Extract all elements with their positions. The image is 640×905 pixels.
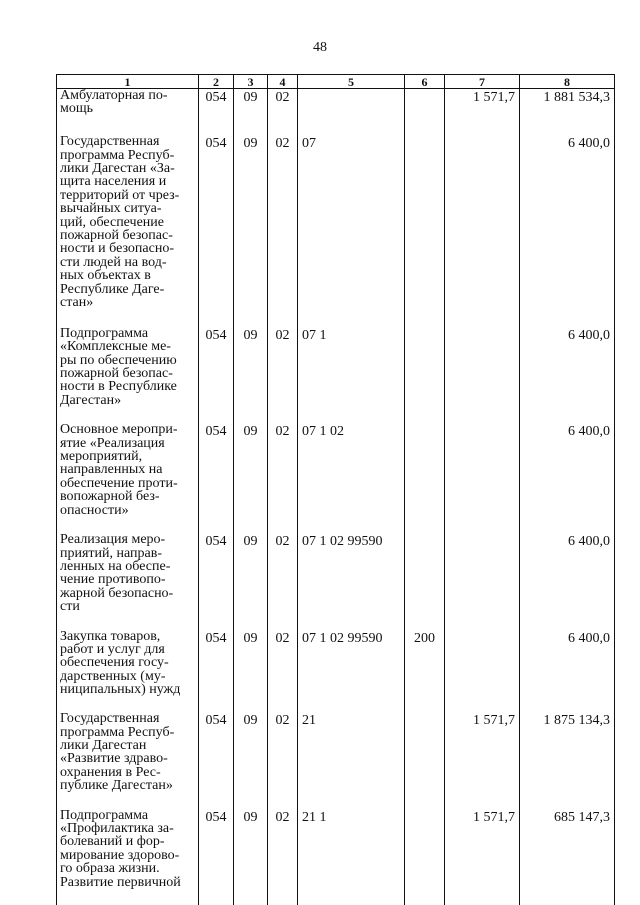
cell-col-3: 09 (234, 533, 268, 629)
cell-col-5: 21 1 (298, 809, 405, 905)
table-row (57, 135, 615, 327)
cell-col-3: 09 (234, 327, 268, 423)
cell-col-8: 6 400,0 (520, 630, 615, 713)
cell-col-3: 09 (234, 809, 268, 905)
cell-col-5: 07 1 02 99590 (298, 630, 405, 713)
table-row (57, 533, 615, 629)
cell-col-7: 1 571,7 (445, 89, 520, 136)
cell-col-8: 6 400,0 (520, 533, 615, 629)
cell-col-7 (445, 135, 520, 327)
cell-col-2: 054 (199, 423, 234, 533)
cell-col-4: 02 (268, 630, 298, 713)
cell-col-6 (405, 712, 445, 808)
cell-col-5: 07 1 02 99590 (298, 533, 405, 629)
table-row (57, 809, 615, 905)
cell-col-2: 054 (199, 533, 234, 629)
cell-col-6 (405, 533, 445, 629)
table-row (57, 327, 615, 423)
cell-col-4: 02 (268, 712, 298, 808)
cell-col-6: 200 (405, 630, 445, 713)
col-header-4: 4 (268, 75, 298, 89)
cell-col-6 (405, 423, 445, 533)
row-name: Подпрограмма «Профилактика за- болеваний и фор- мирование здорово- го образа жизни. Развитие первичной (57, 809, 199, 905)
row-name: Государственная программа Респуб- лики Дагестан «Развитие здраво- охранения в Рес- публике Дагестан» (57, 712, 199, 808)
cell-col-3: 09 (234, 423, 268, 533)
cell-col-7 (445, 533, 520, 629)
cell-col-5: 21 (298, 712, 405, 808)
col-header-5: 5 (298, 75, 405, 89)
cell-col-8: 685 147,3 (520, 809, 615, 905)
row-name: Основное меропри- ятие «Реализация мероприятий, направленных на обеспечение проти- вопожарной без- опасности» (57, 423, 199, 533)
row-name: Реализация меро- приятий, направ- ленных на обеспе- чение противопо- жарной безопасно- сти (57, 533, 199, 629)
cell-col-7 (445, 327, 520, 423)
col-header-3: 3 (234, 75, 268, 89)
table-row (57, 423, 615, 533)
cell-col-2: 054 (199, 89, 234, 136)
cell-col-4: 02 (268, 135, 298, 327)
cell-col-3: 09 (234, 712, 268, 808)
cell-col-6 (405, 135, 445, 327)
cell-col-6 (405, 327, 445, 423)
cell-col-3: 09 (234, 630, 268, 713)
table-row (57, 712, 615, 808)
col-header-8: 8 (520, 75, 615, 89)
cell-col-6 (405, 809, 445, 905)
col-header-1: 1 (57, 75, 199, 89)
col-header-6: 6 (405, 75, 445, 89)
cell-col-5: 07 1 (298, 327, 405, 423)
cell-col-2: 054 (199, 135, 234, 327)
row-name: Государственная программа Респуб- лики Дагестан «За- щита населения и территорий от чрез- вычайных ситуа- ций, обеспечение пожарной безопас- ности и безопасно- сти людей на вод- ных объектах в Республике Даге- стан» (57, 135, 199, 327)
cell-col-5 (298, 89, 405, 136)
row-name: Закупка товаров, работ и услуг для обеспечения госу- дарственных (му- ниципальных) нужд (57, 630, 199, 713)
cell-col-2: 054 (199, 809, 234, 905)
col-header-7: 7 (445, 75, 520, 89)
row-name: Амбулаторная по- мощь (57, 89, 199, 136)
cell-col-6 (405, 89, 445, 136)
cell-col-5: 07 1 02 (298, 423, 405, 533)
row-name: Подпрограмма «Комплексные ме- ры по обеспечению пожарной безопас- ности в Республике Дагестан» (57, 327, 199, 423)
budget-table (56, 74, 615, 905)
cell-col-2: 054 (199, 630, 234, 713)
header-row (57, 75, 615, 89)
col-header-2: 2 (199, 75, 234, 89)
cell-col-8: 6 400,0 (520, 327, 615, 423)
cell-col-3: 09 (234, 89, 268, 136)
table-row (57, 630, 615, 713)
cell-col-4: 02 (268, 533, 298, 629)
cell-col-4: 02 (268, 423, 298, 533)
cell-col-4: 02 (268, 89, 298, 136)
table-row (57, 89, 615, 136)
cell-col-2: 054 (199, 712, 234, 808)
cell-col-8: 6 400,0 (520, 423, 615, 533)
cell-col-7 (445, 423, 520, 533)
page-number: 48 (313, 40, 327, 55)
cell-col-3: 09 (234, 135, 268, 327)
cell-col-4: 02 (268, 809, 298, 905)
cell-col-5: 07 (298, 135, 405, 327)
cell-col-7: 1 571,7 (445, 809, 520, 905)
cell-col-4: 02 (268, 327, 298, 423)
cell-col-7: 1 571,7 (445, 712, 520, 808)
cell-col-7 (445, 630, 520, 713)
cell-col-8: 6 400,0 (520, 135, 615, 327)
cell-col-2: 054 (199, 327, 234, 423)
cell-col-8: 1 875 134,3 (520, 712, 615, 808)
cell-col-8: 1 881 534,3 (520, 89, 615, 136)
